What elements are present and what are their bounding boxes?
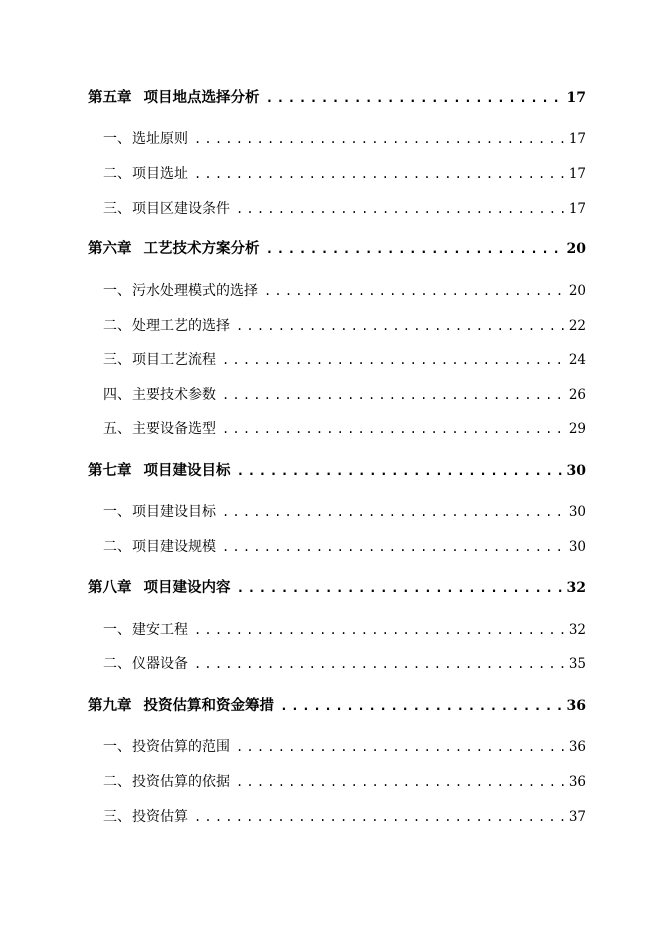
toc-section-6-2[interactable] [103,315,586,337]
toc-title: 选址原则 [132,131,188,147]
toc-chapter-7[interactable] [88,460,586,482]
toc-section-6-5[interactable] [103,418,586,440]
toc-number: 一、 [103,283,131,299]
toc-number: 三、 [103,201,131,217]
toc-section-6-4[interactable] [103,384,586,406]
toc-number: 二、 [103,774,131,790]
toc-title: 主要设备选型 [132,421,216,437]
toc-section-5-3[interactable] [103,198,586,220]
dot-leader [222,418,567,440]
toc-title: 项目建设内容 [143,579,231,596]
toc-chapter-6[interactable] [88,238,586,260]
toc-number: 二、 [103,318,131,334]
dot-leader [266,239,565,261]
toc-number: 一、 [103,622,131,638]
dot-leader [194,653,567,675]
toc-number: 第五章 [88,89,132,106]
toc-section-7-1[interactable] [103,501,586,523]
toc-section-9-2[interactable] [103,771,586,793]
toc-number: 四、 [103,387,131,403]
toc-section-6-1[interactable] [103,280,586,302]
dot-leader [266,88,565,110]
toc-page-number: 17 [568,131,586,147]
toc-number: 第九章 [88,697,132,714]
toc-title: 投资估算 [132,809,188,825]
toc-page-number: 17 [568,166,586,182]
toc-title: 项目选址 [132,166,188,182]
toc-title: 项目地点选择分析 [143,89,260,106]
dot-leader [194,806,567,828]
toc-page-number: 32 [568,622,586,638]
toc-number: 三、 [103,352,131,368]
toc-page-number: 29 [568,421,586,437]
toc-number: 第七章 [88,462,132,479]
toc-title: 项目建设规模 [132,539,216,555]
dot-leader [222,501,567,523]
toc-title: 项目建设目标 [132,504,216,520]
toc-section-9-1[interactable] [103,736,586,758]
dot-leader [222,384,567,406]
toc-page-number: 22 [568,318,586,334]
dot-leader [236,736,567,758]
toc-page-number: 24 [568,352,586,368]
toc-title: 主要技术参数 [132,387,216,403]
dot-leader [237,461,565,483]
toc-section-7-2[interactable] [103,536,586,558]
toc-title: 仪器设备 [132,656,188,672]
toc-title: 投资估算的依据 [132,774,230,790]
toc-page-number: 36 [568,774,586,790]
toc-section-8-2[interactable] [103,653,586,675]
toc-page-number: 20 [568,283,586,299]
dot-leader [264,280,567,302]
toc-page-number: 17 [566,90,586,106]
toc-chapter-8[interactable] [88,577,586,599]
toc-section-8-1[interactable] [103,619,586,641]
toc-title: 项目建设目标 [143,462,231,479]
toc-section-5-1[interactable] [103,128,586,150]
toc-page-number: 30 [566,463,586,479]
toc-number: 第八章 [88,579,132,596]
toc-page-number: 17 [568,201,586,217]
toc-page-number: 30 [568,504,586,520]
toc-number: 二、 [103,539,131,555]
toc-number: 二、 [103,166,131,182]
toc-page-number: 37 [568,809,586,825]
toc-page-number: 26 [568,387,586,403]
toc-number: 一、 [103,131,131,147]
dot-leader [236,198,567,220]
toc-title: 污水处理模式的选择 [132,283,258,299]
dot-leader [236,771,567,793]
toc-page-number: 32 [566,580,586,596]
toc-title: 项目区建设条件 [132,201,230,217]
toc-title: 处理工艺的选择 [132,318,230,334]
toc-number: 第六章 [88,240,132,257]
toc-section-5-2[interactable] [103,163,586,185]
toc-title: 工艺技术方案分析 [143,240,260,257]
toc-number: 三、 [103,809,131,825]
toc-page-number: 36 [566,698,586,714]
dot-leader [237,578,565,600]
toc-title: 建安工程 [132,622,188,638]
toc-number: 一、 [103,504,131,520]
toc-number: 五、 [103,421,131,437]
toc-page-number: 36 [568,739,586,755]
toc-page-number: 30 [568,539,586,555]
dot-leader [236,315,567,337]
toc-page-number: 20 [566,241,586,257]
dot-leader [222,536,567,558]
dot-leader [194,619,567,641]
toc-number: 二、 [103,656,131,672]
toc-chapter-5[interactable] [88,87,586,109]
toc-title: 投资估算的范围 [132,739,230,755]
toc-section-6-3[interactable] [103,349,586,371]
dot-leader [194,163,567,185]
toc-chapter-9[interactable] [88,695,586,717]
toc-number: 一、 [103,739,131,755]
toc-section-9-3[interactable] [103,806,586,828]
toc-title: 项目工艺流程 [132,352,216,368]
toc-page-number: 35 [568,656,586,672]
dot-leader [280,696,565,718]
dot-leader [222,349,567,371]
toc-title: 投资估算和资金筹措 [143,697,274,714]
dot-leader [194,128,567,150]
